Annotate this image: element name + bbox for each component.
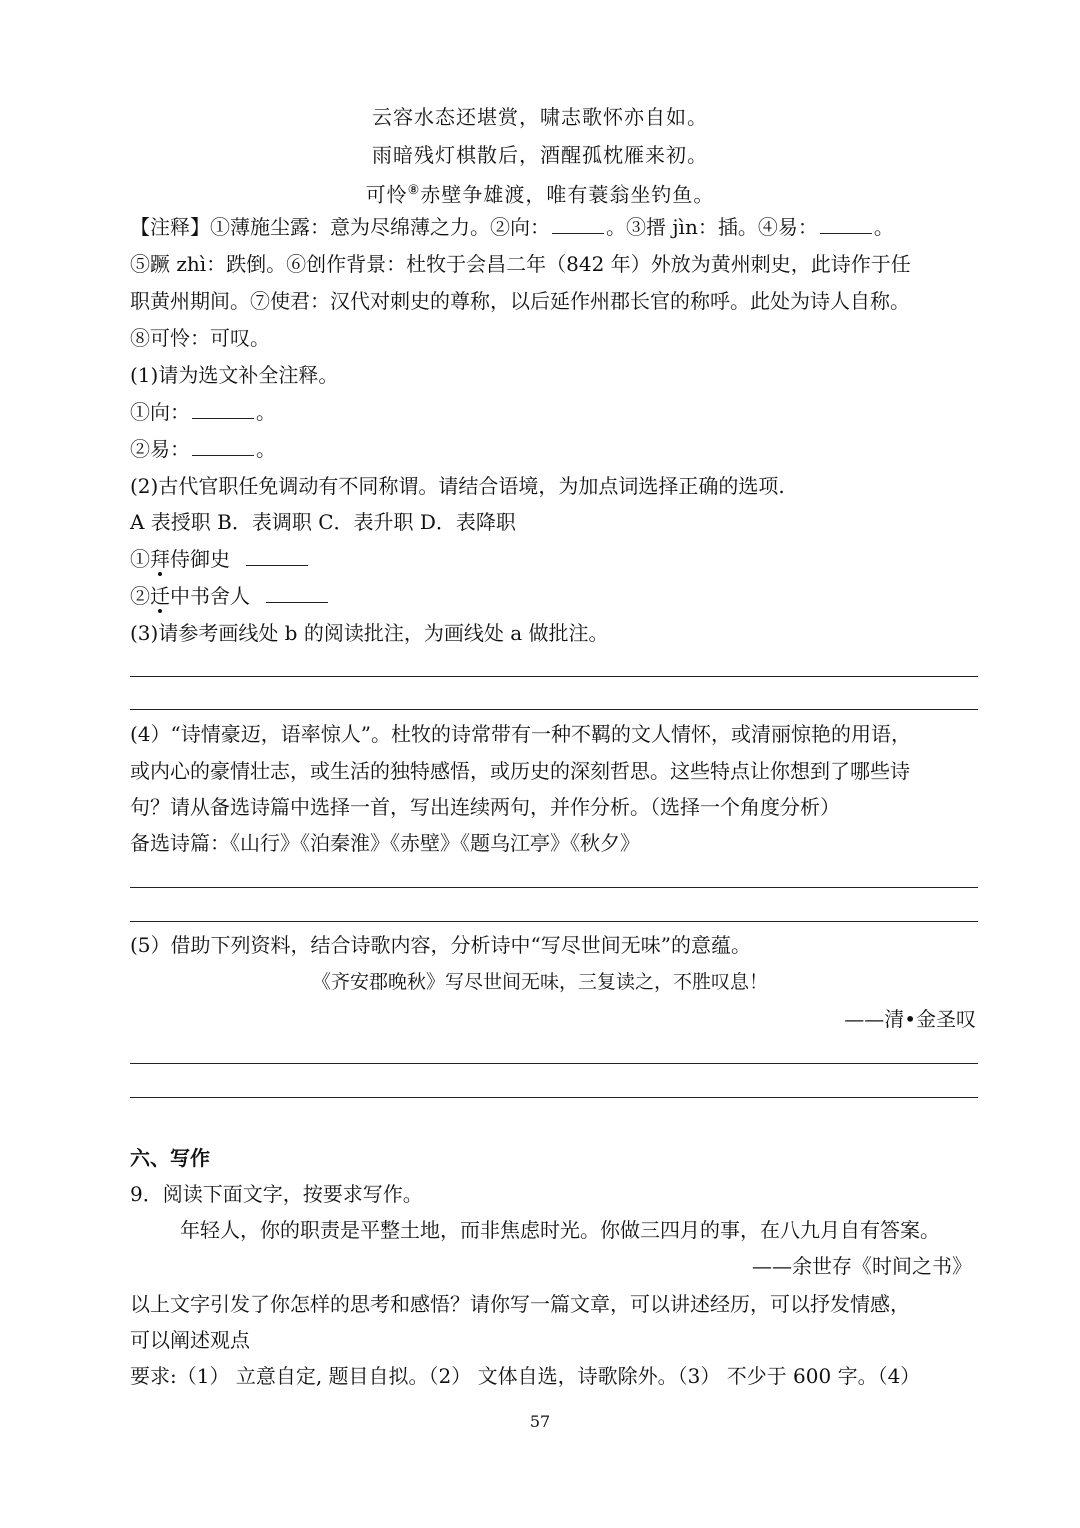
q4-answer-line-2[interactable] [130, 921, 978, 922]
notes-line-3: 职黄州期间。⑦使君：汉代对刺史的尊称，以后延作州郡长官的称呼。此处为诗人自称。 [130, 289, 910, 313]
writing-attribution: ——余世存《时间之书》 [752, 1254, 972, 1278]
q4-line-1: (4）“诗情豪迈，语率惊人”。杜牧的诗常带有一种不羁的文人情怀，或清丽惊艳的用语， [130, 722, 911, 746]
notes-line-1-b: 。③搢 jìn：插。④易： [606, 215, 818, 239]
notes-line-1 [130, 213, 894, 241]
poem-note-mark: ⑧ [407, 183, 421, 198]
note-blank-yi[interactable] [820, 213, 872, 234]
notes-line-4: ⑧可怜：可叹。 [130, 326, 270, 350]
poem-line-3-rest: 赤壁争雄渡，唯有蓑翁坐钓鱼。 [420, 182, 715, 207]
q1-blank-b[interactable] [192, 435, 254, 456]
q5-quote: 《齐安郡晚秋》写尽世间无味，三复读之，不胜叹息！ [311, 971, 768, 993]
poem-line-2: 雨暗残灯棋散后，酒醒孤枕雁来初。 [372, 143, 708, 167]
q3-answer-line-1[interactable] [130, 676, 978, 677]
q1-prompt: (1)请为选文补全注释。 [130, 363, 339, 387]
poem-line-3-prefix: 可怜 [365, 182, 408, 207]
page-number: 57 [529, 1412, 551, 1431]
q2-item-1-dotted-word: 拜 [150, 547, 170, 571]
q4-line-4: 备选诗篇：《山行》《泊秦淮》《赤壁》《题乌江亭》《秋夕》 [130, 831, 640, 855]
section-title-writing: 六、写作 [130, 1146, 210, 1170]
q4-answer-line-1[interactable] [130, 887, 978, 888]
notes-line-1-c: 。 [873, 215, 894, 239]
q3-answer-line-2[interactable] [130, 709, 978, 710]
q2-item-2-rest: 中书舍人 [170, 584, 250, 608]
q1-item-a [130, 398, 276, 426]
q5-attribution: ——清•金圣叹 [844, 1007, 976, 1031]
q5-prompt: (5）借助下列资料，结合诗歌内容，分析诗中“写尽世间无味”的意蕴。 [130, 933, 751, 957]
q2-options: A 表授职 B．表调职 C．表升职 D．表降职 [130, 510, 516, 534]
note-blank-xiang[interactable] [552, 213, 604, 234]
q2-item-2 [130, 582, 330, 610]
q5-answer-line-2[interactable] [130, 1097, 978, 1098]
writing-q9: 9．阅读下面文字，按要求写作。 [130, 1182, 423, 1206]
q2-item-1-rest: 侍御史 [170, 547, 230, 571]
q1-item-a-end: 。 [256, 400, 276, 424]
q1-item-b-end: 。 [256, 437, 276, 461]
q2-item-2-dotted-word: 迁 [150, 584, 170, 608]
q2-item-1-num: ① [130, 547, 150, 571]
q4-line-2: 或内心的豪情壮志，或生活的独特感悟，或历史的深刻哲思。这些特点让你想到了哪些诗 [130, 759, 910, 783]
writing-para-1: 以上文字引发了你怎样的思考和感悟？请你写一篇文章，可以讲述经历，可以抒发情感， [130, 1292, 910, 1316]
q3-prompt: (3)请参考画线处 b 的阅读批注，为画线处 a 做批注。 [130, 621, 609, 645]
q4-line-3: 句？请从备选诗篇中选择一首，写出连续两句，并作分析。（选择一个角度分析） [130, 795, 840, 819]
q1-item-b [130, 435, 276, 463]
q2-blank-2[interactable] [266, 582, 328, 603]
q2-prompt: (2)古代官职任免调动有不同称谓。请结合语境，为加点词选择正确的选项. [130, 474, 785, 498]
q1-item-a-label: ①向： [130, 400, 190, 424]
writing-quote: 年轻人，你的职责是平整土地，而非焦虑时光。你做三四月的事，在八九月自有答案。 [180, 1218, 940, 1242]
q2-blank-1[interactable] [246, 545, 308, 566]
q5-answer-line-1[interactable] [130, 1063, 978, 1064]
writing-para-2: 可以阐述观点 [130, 1328, 250, 1352]
notes-line-2: ⑤蹶 zhì：跌倒。⑥创作背景：杜牧于会昌二年（842 年）外放为黄州刺史，此诗作于任 [130, 252, 911, 276]
notes-line-1-a: 【注释】①薄施尘露：意为尽绵薄之力。②向： [130, 215, 550, 239]
poem-line-3 [0, 177, 1080, 209]
q1-item-b-label: ②易： [130, 437, 190, 461]
q2-item-2-num: ② [130, 584, 150, 608]
writing-requirements: 要求:（1） 立意自定, 题目自拟。（2） 文体自选，诗歌除外。（3） 不少于 600 字。（4） [130, 1364, 921, 1388]
q2-item-1 [130, 545, 310, 573]
poem-line-1: 云容水态还堪赏，啸志歌怀亦自如。 [372, 105, 708, 129]
q1-blank-a[interactable] [192, 398, 254, 419]
